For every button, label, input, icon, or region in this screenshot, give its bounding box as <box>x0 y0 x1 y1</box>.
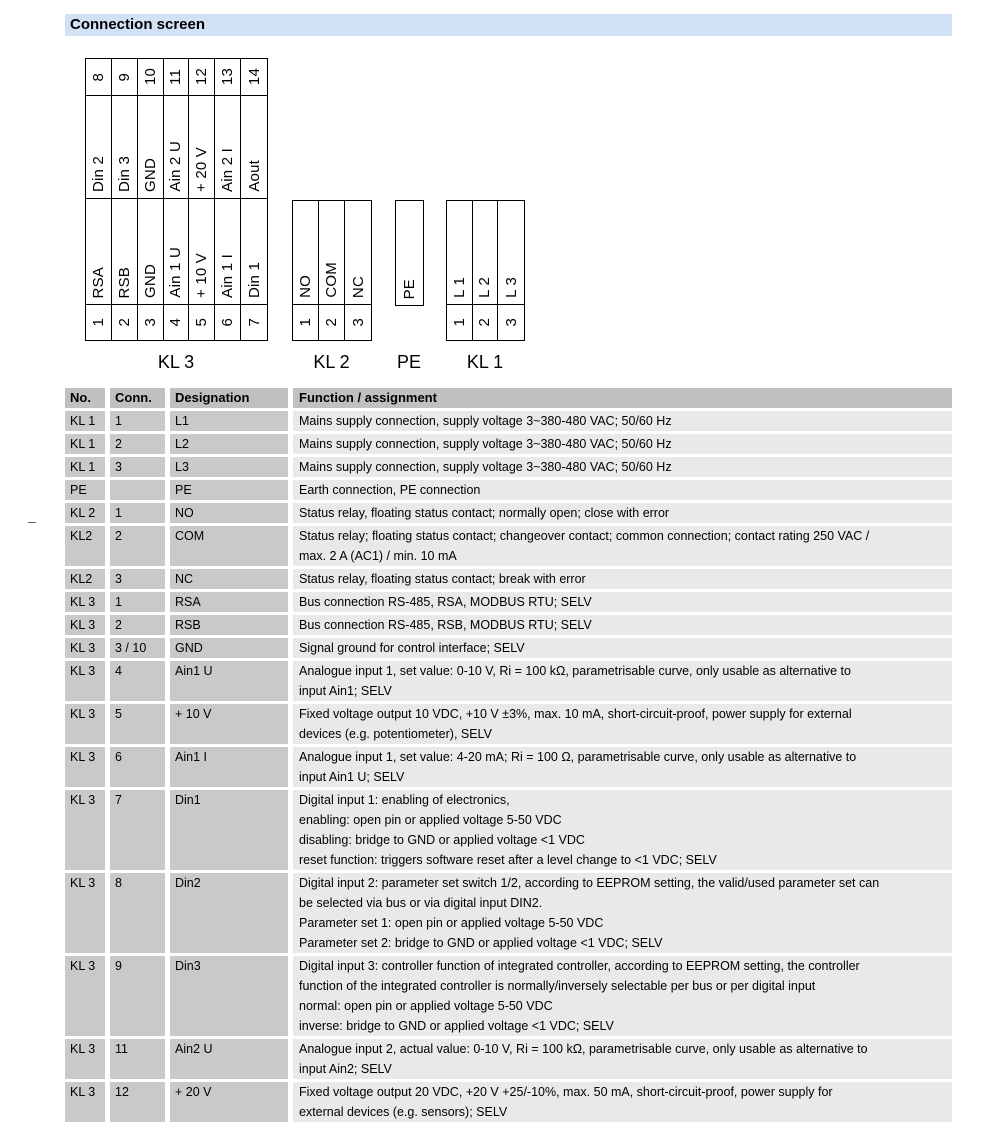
function-line: function of the integrated controller is normally/inversely selectable per bus or per digital input <box>299 979 816 993</box>
cell-conn: 3 <box>110 569 165 589</box>
function-line: input Ain1; SELV <box>299 684 392 698</box>
cell-function <box>293 1039 952 1079</box>
kl1-caption: KL 1 <box>466 352 504 372</box>
kl3-lower_labels-1-text: RSA <box>89 266 107 298</box>
cell-function <box>293 790 952 870</box>
kl3-top_numbers-6-text: 13 <box>219 68 237 86</box>
cell-conn: 1 <box>110 503 165 523</box>
function-line: Bus connection RS-485, RSB, MODBUS RTU; SELV <box>299 618 592 632</box>
cell-no: PE <box>65 480 105 500</box>
kl3-upper_labels-1-text: Din 2 <box>89 155 107 192</box>
table-row <box>65 480 952 500</box>
connection-table <box>65 388 952 1125</box>
kl3-upper_labels-2 <box>112 96 138 199</box>
cell-conn: 3 / 10 <box>110 638 165 658</box>
cell-conn: 9 <box>110 956 165 1036</box>
kl3-upper_labels-6-text: Ain 2 I <box>219 148 237 192</box>
kl3-lower_labels-7-text: Din 1 <box>245 261 263 298</box>
kl3-top_numbers-1 <box>86 59 112 96</box>
table-row <box>65 873 952 953</box>
kl3-upper_labels-7-text: Aout <box>245 160 263 192</box>
kl2-labels-2 <box>319 201 345 305</box>
cell-designation: Din2 <box>170 873 288 953</box>
cell-designation: NO <box>170 503 288 523</box>
kl2-labels-1 <box>293 201 319 305</box>
function-line: Mains supply connection, supply voltage 3~380-480 VAC; 50/60 Hz <box>299 460 672 474</box>
kl3-bottom_numbers-4-text: 4 <box>167 318 185 327</box>
function-line: Analogue input 1, set value: 4-20 mA; Ri = 100 Ω, parametrisable curve, only usable as alternative to <box>299 750 857 764</box>
kl3-upper_labels-7 <box>241 96 267 199</box>
cell-no: KL 3 <box>65 661 105 701</box>
cell-no: KL 1 <box>65 457 105 477</box>
table-header-row <box>65 388 952 408</box>
table-row <box>65 1082 952 1122</box>
function-line: disabling: bridge to GND or applied voltage <1 VDC <box>299 833 585 847</box>
section-title: Connection screen <box>65 14 952 36</box>
function-line: Parameter set 1: open pin or applied voltage 5-50 VDC <box>299 916 604 930</box>
kl1-numbers-3 <box>498 305 524 340</box>
cell-designation: L3 <box>170 457 288 477</box>
kl1-numbers-1-text: 1 <box>450 318 468 327</box>
function-line: Fixed voltage output 20 VDC, +20 V +25/-10%, max. 50 mA, short-circuit-proof, power supply for <box>299 1085 833 1099</box>
kl3-lower_labels-5-text: + 10 V <box>193 253 211 298</box>
kl3-lower_labels-2 <box>112 199 138 305</box>
kl3-bottom_numbers-3-text: 3 <box>141 318 159 327</box>
cell-function <box>293 569 952 589</box>
function-line: be selected via bus or via digital input DIN2. <box>299 896 543 910</box>
kl3-bottom_numbers-1-text: 1 <box>89 318 107 327</box>
kl3-top_numbers-6 <box>215 59 241 96</box>
pe-labels-1-text: PE <box>401 278 418 299</box>
kl3-upper_labels-4 <box>164 96 190 199</box>
cell-function <box>293 434 952 454</box>
cell-conn: 7 <box>110 790 165 870</box>
table-row <box>65 434 952 454</box>
function-line: reset function: triggers software reset after a level change to <1 VDC; SELV <box>299 853 717 867</box>
kl3-bottom_numbers-6 <box>215 305 241 340</box>
kl2-numbers-2 <box>319 305 345 340</box>
cell-function <box>293 457 952 477</box>
kl1-numbers-2 <box>473 305 499 340</box>
kl2-numbers-2-text: 2 <box>323 318 340 327</box>
kl3-top_numbers-5 <box>189 59 215 96</box>
kl2-numbers-3-text: 3 <box>349 318 367 327</box>
kl3-top_numbers-2-text: 9 <box>115 72 133 82</box>
kl3-bottom_numbers-7 <box>241 305 267 340</box>
cell-function <box>293 411 952 431</box>
kl2-labels-2-text: COM <box>323 262 340 298</box>
cell-conn: 5 <box>110 704 165 744</box>
table-row <box>65 638 952 658</box>
cell-conn: 6 <box>110 747 165 787</box>
kl3-upper_labels-3-text: GND <box>141 158 159 192</box>
kl3-top_numbers-4 <box>164 59 190 96</box>
cell-function <box>293 638 952 658</box>
pe-labels-1 <box>396 201 423 305</box>
cell-designation: GND <box>170 638 288 658</box>
function-line: Mains supply connection, supply voltage 3~380-480 VAC; 50/60 Hz <box>299 414 672 428</box>
function-line: Status relay; floating status contact; changeover contact; common connection; contact rating 250 VAC / <box>299 529 870 543</box>
kl1-labels-2-text: L 2 <box>476 277 494 298</box>
kl2-numbers-1-text: 1 <box>297 318 314 327</box>
kl3-upper_labels-5 <box>189 96 215 199</box>
cell-no: KL 1 <box>65 434 105 454</box>
cell-designation: Din1 <box>170 790 288 870</box>
cell-conn: 3 <box>110 457 165 477</box>
cell-designation: L1 <box>170 411 288 431</box>
cell-function <box>293 526 952 566</box>
kl3-top_numbers-5-text: 12 <box>193 68 211 86</box>
cell-function <box>293 956 952 1036</box>
cell-function <box>293 480 952 500</box>
cell-designation: NC <box>170 569 288 589</box>
cell-conn <box>110 480 165 500</box>
function-line: enabling: open pin or applied voltage 5-50 VDC <box>299 813 562 827</box>
table-row <box>65 1039 952 1079</box>
table-row <box>65 956 952 1036</box>
pe-caption: PE <box>396 352 421 372</box>
kl3-bottom_numbers-2-text: 2 <box>115 318 133 327</box>
cell-designation: Ain2 U <box>170 1039 288 1079</box>
kl3-upper_labels-2-text: Din 3 <box>115 155 133 192</box>
cell-no: KL2 <box>65 526 105 566</box>
cell-no: KL 3 <box>65 1082 105 1122</box>
function-line: external devices (e.g. sensors); SELV <box>299 1105 508 1119</box>
kl2-numbers-1 <box>293 305 319 340</box>
cell-no: KL 3 <box>65 956 105 1036</box>
kl3-top_numbers-7-text: 14 <box>245 68 263 86</box>
kl3-upper_labels-3 <box>138 96 164 199</box>
kl1-numbers-3-text: 3 <box>502 318 520 327</box>
table-row <box>65 592 952 612</box>
table-row <box>65 569 952 589</box>
cell-designation: + 10 V <box>170 704 288 744</box>
cell-designation: RSB <box>170 615 288 635</box>
kl3-bottom_numbers-1 <box>86 305 112 340</box>
kl3-bottom_numbers-2 <box>112 305 138 340</box>
cell-conn: 11 <box>110 1039 165 1079</box>
cell-no: KL 1 <box>65 411 105 431</box>
cell-no: KL 3 <box>65 873 105 953</box>
terminal-block-kl2 <box>292 200 372 341</box>
kl3-bottom_numbers-5-text: 5 <box>193 318 211 327</box>
header-designation: Designation <box>170 388 288 408</box>
cell-no: KL 3 <box>65 747 105 787</box>
terminal-block-kl3 <box>85 58 268 341</box>
kl3-top_numbers-1-text: 8 <box>89 72 107 82</box>
kl3-lower_labels-7 <box>241 199 267 305</box>
cell-conn: 12 <box>110 1082 165 1122</box>
cell-function <box>293 503 952 523</box>
cell-function <box>293 873 952 953</box>
cell-conn: 1 <box>110 411 165 431</box>
table-row <box>65 411 952 431</box>
kl3-bottom_numbers-7-text: 7 <box>245 318 263 327</box>
function-line: Status relay, floating status contact; normally open; close with error <box>299 506 670 520</box>
cell-conn: 1 <box>110 592 165 612</box>
table-row <box>65 526 952 566</box>
function-line: Earth connection, PE connection <box>299 483 481 497</box>
kl1-labels-3 <box>498 201 524 305</box>
kl1-labels-1-text: L 1 <box>450 277 468 298</box>
kl3-upper_labels-4-text: Ain 2 U <box>167 141 185 192</box>
kl3-lower_labels-6 <box>215 199 241 305</box>
header-no: No. <box>65 388 105 408</box>
kl2-numbers-3 <box>345 305 371 340</box>
kl3-top_numbers-3-text: 10 <box>141 68 159 86</box>
kl3-upper_labels-5-text: + 20 V <box>193 147 211 192</box>
function-line: max. 2 A (AC1) / min. 10 mA <box>299 549 457 563</box>
cell-no: KL 3 <box>65 592 105 612</box>
cell-designation: + 20 V <box>170 1082 288 1122</box>
kl3-top_numbers-3 <box>138 59 164 96</box>
function-line: devices (e.g. potentiometer), SELV <box>299 727 492 741</box>
kl1-labels-3-text: L 3 <box>502 277 520 298</box>
function-line: Parameter set 2: bridge to GND or applied voltage <1 VDC; SELV <box>299 936 663 950</box>
table-row <box>65 747 952 787</box>
cell-conn: 4 <box>110 661 165 701</box>
cell-no: KL 3 <box>65 615 105 635</box>
function-line: Status relay, floating status contact; break with error <box>299 572 586 586</box>
kl3-upper_labels-6 <box>215 96 241 199</box>
terminal-block-pe <box>395 200 424 306</box>
function-line: input Ain2; SELV <box>299 1062 392 1076</box>
kl1-numbers-1 <box>447 305 473 340</box>
kl3-lower_labels-3-text: GND <box>141 264 159 298</box>
table-row <box>65 704 952 744</box>
cell-function <box>293 1082 952 1122</box>
terminal-block-kl1 <box>446 200 525 341</box>
kl3-bottom_numbers-5 <box>189 305 215 340</box>
kl3-top_numbers-4-text: 11 <box>167 69 185 85</box>
cell-conn: 2 <box>110 526 165 566</box>
cell-designation: L2 <box>170 434 288 454</box>
cell-designation: Ain1 I <box>170 747 288 787</box>
function-line: Digital input 2: parameter set switch 1/2, according to EEPROM setting, the valid/used parameter set can <box>299 876 880 890</box>
cell-no: KL2 <box>65 569 105 589</box>
function-line: inverse: bridge to GND or applied voltage <1 VDC; SELV <box>299 1019 614 1033</box>
cell-conn: 2 <box>110 615 165 635</box>
kl1-labels-2 <box>473 201 499 305</box>
kl3-top_numbers-2 <box>112 59 138 96</box>
cell-designation: Ain1 U <box>170 661 288 701</box>
table-row <box>65 503 952 523</box>
kl3-lower_labels-3 <box>138 199 164 305</box>
header-conn: Conn. <box>110 388 165 408</box>
function-line: Digital input 1: enabling of electronics, <box>299 793 510 807</box>
kl2-labels-1-text: NO <box>297 275 314 298</box>
kl1-numbers-2-text: 2 <box>476 318 494 327</box>
kl2-labels-3 <box>345 201 371 305</box>
kl3-lower_labels-4 <box>164 199 190 305</box>
cell-designation: Din3 <box>170 956 288 1036</box>
kl3-lower_labels-5 <box>189 199 215 305</box>
table-row <box>65 615 952 635</box>
kl1-labels-1 <box>447 201 473 305</box>
function-line: Signal ground for control interface; SELV <box>299 641 525 655</box>
function-line: Fixed voltage output 10 VDC, +10 V ±3%, max. 10 mA, short-circuit-proof, power supply for external <box>299 707 852 721</box>
kl3-lower_labels-1 <box>86 199 112 305</box>
cell-no: KL 3 <box>65 638 105 658</box>
cell-function <box>293 615 952 635</box>
function-line: input Ain1 U; SELV <box>299 770 405 784</box>
kl3-upper_labels-1 <box>86 96 112 199</box>
table-row <box>65 790 952 870</box>
cell-no: KL 3 <box>65 704 105 744</box>
table-row <box>65 661 952 701</box>
kl3-top_numbers-7 <box>241 59 267 96</box>
cell-function <box>293 704 952 744</box>
kl3-lower_labels-4-text: Ain 1 U <box>167 247 185 298</box>
kl2-caption: KL 2 <box>313 352 350 372</box>
margin-change-mark: – <box>28 513 36 529</box>
function-line: Bus connection RS-485, RSA, MODBUS RTU; SELV <box>299 595 592 609</box>
kl3-bottom_numbers-4 <box>164 305 190 340</box>
header-function: Function / assignment <box>293 388 952 408</box>
cell-designation: COM <box>170 526 288 566</box>
function-line: Digital input 3: controller function of integrated controller, according to EEPROM setting, the controller <box>299 959 860 973</box>
function-line: Analogue input 2, actual value: 0-10 V, Ri = 100 kΩ, parametrisable curve, only usable as alternative to <box>299 1042 868 1056</box>
cell-conn: 2 <box>110 434 165 454</box>
cell-no: KL 3 <box>65 790 105 870</box>
cell-function <box>293 592 952 612</box>
cell-function <box>293 661 952 701</box>
kl3-bottom_numbers-6-text: 6 <box>219 318 237 327</box>
cell-designation: PE <box>170 480 288 500</box>
function-line: Mains supply connection, supply voltage 3~380-480 VAC; 50/60 Hz <box>299 437 672 451</box>
kl3-caption: KL 3 <box>157 352 195 372</box>
cell-no: KL 2 <box>65 503 105 523</box>
table-row <box>65 457 952 477</box>
kl2-labels-3-text: NC <box>349 275 367 298</box>
function-line: Analogue input 1, set value: 0-10 V, Ri = 100 kΩ, parametrisable curve, only usable as alternative to <box>299 664 851 678</box>
cell-no: KL 3 <box>65 1039 105 1079</box>
kl3-bottom_numbers-3 <box>138 305 164 340</box>
kl3-lower_labels-6-text: Ain 1 I <box>219 254 237 298</box>
cell-function <box>293 747 952 787</box>
function-line: normal: open pin or applied voltage 5-50 VDC <box>299 999 553 1013</box>
cell-conn: 8 <box>110 873 165 953</box>
cell-designation: RSA <box>170 592 288 612</box>
kl3-lower_labels-2-text: RSB <box>115 266 133 298</box>
